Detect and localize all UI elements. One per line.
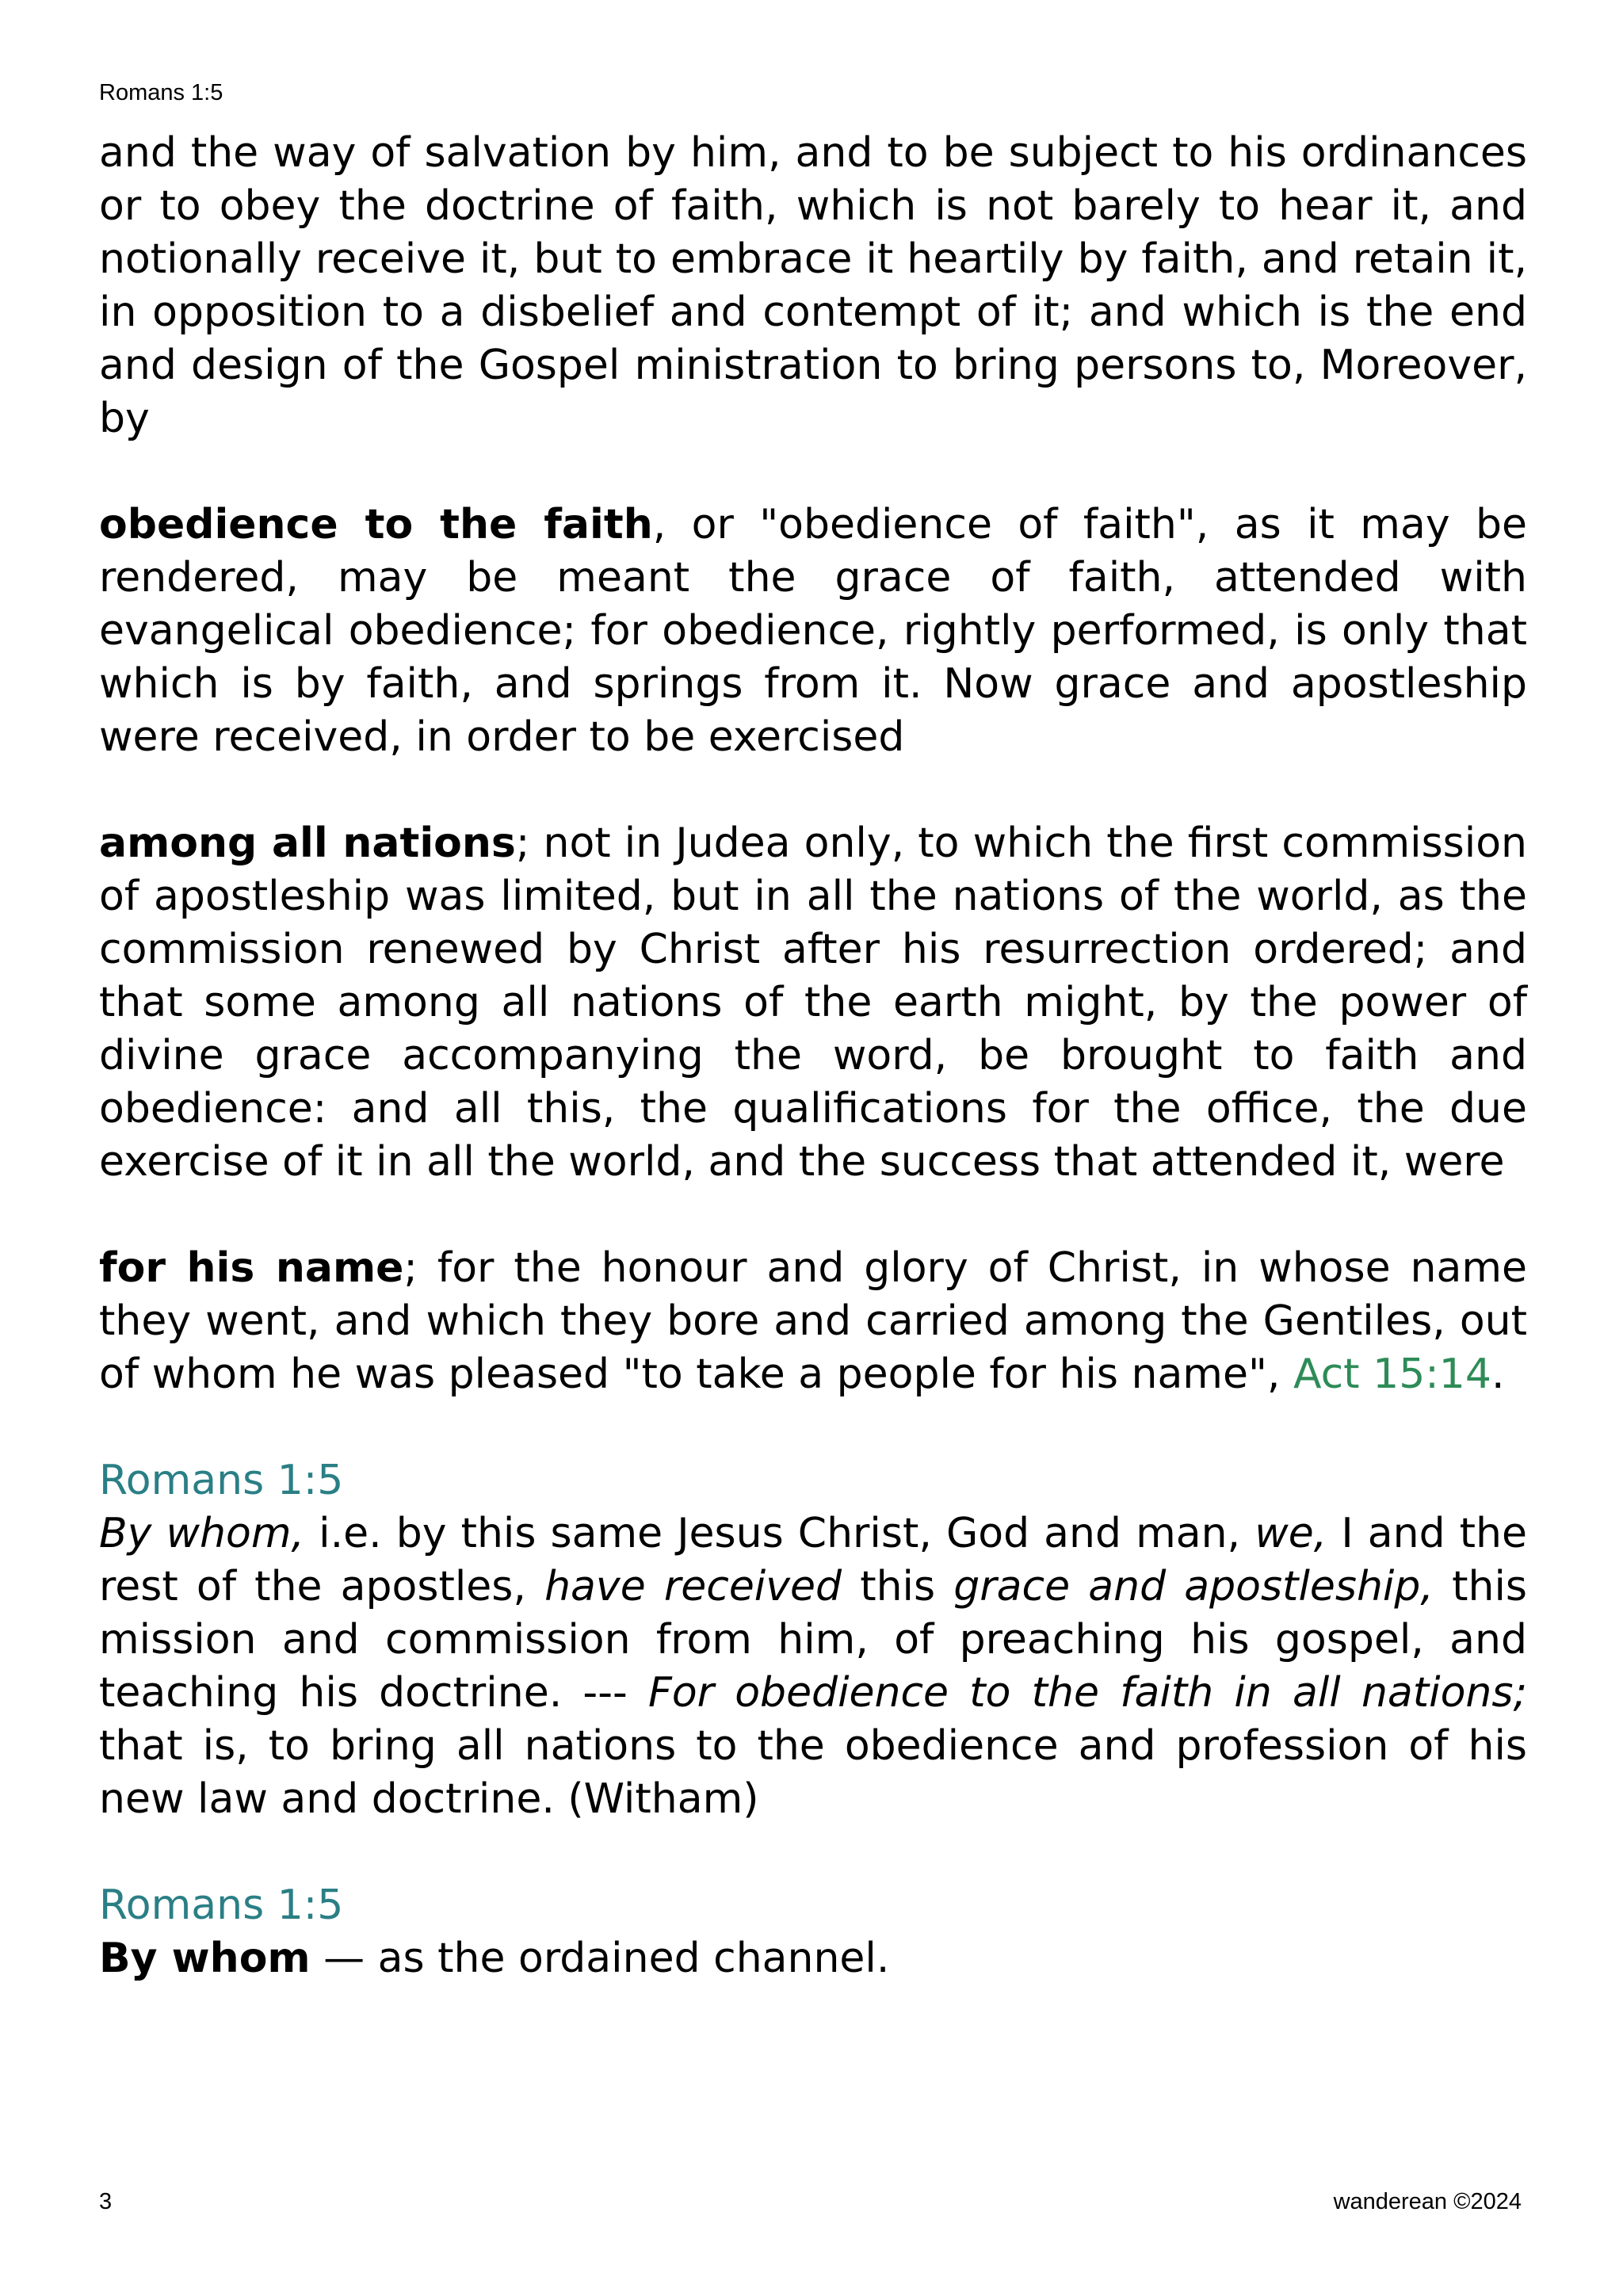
- copyright-notice: wanderean ©2024: [1333, 2189, 1522, 2214]
- section-heading: Romans 1:5: [99, 1881, 344, 1929]
- verse-phrase: among all nations: [99, 819, 516, 867]
- verse-phrase: obedience to the faith: [99, 501, 653, 548]
- page-number: 3: [99, 2189, 113, 2214]
- paragraph: By whom, i.e. by this same Jesus Christ, God and man, we, I and the rest of the apostles, have received this grace and apostleship, this mission and commission from him, of preaching his gospel, and teaching his doctrine. --- For obedience to the faith in all nations; that is, to bring all nations to the obedience and profession of his new law and doctrine. (Witham): [99, 1510, 1528, 1823]
- section-heading: Romans 1:5: [99, 1457, 344, 1504]
- scripture-reference-link[interactable]: Act 15:14: [1293, 1350, 1491, 1398]
- paragraph: By whom — as the ordained channel.: [99, 1935, 890, 1982]
- paragraph: and the way of salvation by him, and to be subject to his ordinances or to obey the doctrine of faith, which is not barely to hear it, and notionally receive it, but to embrace it heartily by faith, and retain it, in opposition to a disbelief and contempt of it; and which is the end and design of the Gospel ministration to bring persons to, Moreover, by: [99, 129, 1527, 442]
- paragraph: for his name; for the honour and glory of Christ, in whose name they went, and which they bore and carried among the Gentiles, out of whom he was pleased "to take a people for his name", Act 15:14.: [99, 1244, 1527, 1398]
- verse-phrase: By whom: [99, 1935, 311, 1982]
- paragraph: among all nations; not in Judea only, to which the first commission of apostleship was limited, but in all the nations of the world, as the commission renewed by Christ after his resurrection ordered; and that some among all nations of the earth might, by the power of divine grace accompanying the word, be brought to faith and obedience: and all this, the qualifications for the office, the due exercise of it in all the world, and the success that attended it, were: [99, 819, 1527, 1186]
- paragraph: obedience to the faith, or "obedience of faith", as it may be rendered, may be meant the grace of faith, attended with evangelical obedience; for obedience, rightly performed, is only that which is by faith, and springs from it. Now grace and apostleship were received, in order to be exercised: [99, 501, 1528, 761]
- running-header: Romans 1:5: [99, 80, 223, 105]
- verse-phrase: for his name: [99, 1244, 404, 1292]
- commentary-body: [99, 127, 1527, 1985]
